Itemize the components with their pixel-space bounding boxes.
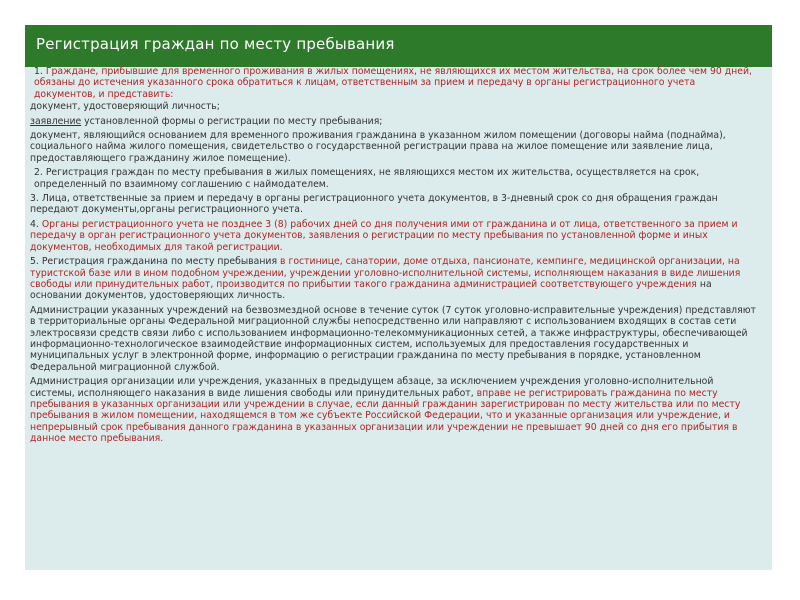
paragraph-10 [30, 376, 758, 444]
paragraph-8 [30, 256, 758, 302]
paragraph-3 [30, 116, 758, 127]
paragraph-7 [30, 219, 758, 253]
paragraph-6: 3. Лица, ответственные за прием и передачу в органы регистрационного учета документов, в 3-дневный срок со дня обращения граждан передают документы,органы регистрационного учета. [30, 193, 718, 216]
statement-link[interactable]: заявление [30, 115, 82, 127]
slide-content [30, 66, 758, 448]
paragraph-8-lead: 5. Регистрация гражданина по месту пребывания [30, 256, 281, 268]
paragraph-8-red: в гостинице, санатории, доме отдыха, пансионате, кемпинге, медицинской организации, на туристской базе или в ином подобном учреждении, учреждении уголовно-исполнительной системы, исполняющем наказания в виде лишения свободы или принудительных работ, производится по прибытии такого гражданина администрацией соответствующего учреждения [30, 256, 741, 290]
slide-title: Регистрация граждан по месту пребывания [36, 35, 395, 53]
paragraph-8-tail: на основании документов, удостоверяющих личность. [30, 278, 712, 302]
slide [25, 25, 772, 570]
paragraph-4: документ, являющийся основанием для временного проживания гражданина в указанном жилом помещении (договоры найма (поднайма), социального найма жилого помещения, свидетельство о государственной регистрации права на жилое помещение или заявление лица, предоставляющего гражданину жилое помещение). [30, 130, 726, 164]
paragraph-9: Администрации указанных учреждений на безвозмездной основе в течение суток (7 суток уголовно-исправительные учреждения) представляют в территориальные органы Федеральной миграционной службы непосредственно или направляют с использованием входящих в состав сети электросвязи средств связи либо с использованием информационно-телекоммуникационных сетей, а также инфраструктуры, обеспечивающей информационно-технологическое взаимодействие информационных систем, используемых для предоставления государственных и муниципальных услуг в электронной форме, информацию о регистрации гражданина по месту пребывания в порядке, установленном Федеральной миграционной службой. [30, 304, 756, 373]
paragraph-1 [30, 66, 758, 100]
paragraph-1-text: Граждане, прибывшие для временного проживания в жилых помещениях, не являющихся их местом жительства, на срок более чем 90 дней, обязаны до истечения указанного срока обратиться к лицам, ответственным за прием и передачу в органы регистрационного учета документов, и представить: [34, 66, 752, 100]
paragraph-2: документ, удостоверяющий личность; [30, 101, 220, 113]
paragraph-10-red: вправе не регистрировать гражданина по месту пребывания в указанных организации или учреждении в случае, если данный гражданин зарегистрирован по месту жительства или по месту пребывания в жилом помещении, находящемся в том же субъекте Российской Федерации, что и указанные организация или учреждение, и непрерывный срок пребывания данного гражданина в указанных организации или учреждении не превышает 90 дней со дня его прибытия в данное место пребывания. [30, 387, 741, 445]
paragraph-10-lead: Администрация организации или учреждения, указанных в предыдущем абзаце, за исключением учреждения уголовно-исполнительной системы, исполняющего наказания в виде лишения свободы или принудительных работ, [30, 376, 714, 399]
paragraph-3-text: установленной формы о регистрации по месту пребывания; [81, 115, 383, 127]
paragraph-7-number: 4. [30, 218, 39, 230]
paragraph-7-text: Органы регистрационного учета не позднее 3 (8) рабочих дней со дня получения ими от гражданина и от лица, ответственного за прием и передачу в орган регистрационного учета документов, заявления о регистрации по месту пребывания по установленной форме и иных документов, необходимых для такой регистрации. [30, 218, 738, 253]
paragraph-1-number: 1. [34, 66, 43, 77]
paragraph-5: 2. Регистрация граждан по месту пребывания в жилых помещениях, не являющихся местом их жительства, осуществляется на срок, определенный по взаимному соглашению с наймодателем. [34, 167, 700, 190]
title-bar [25, 25, 772, 67]
